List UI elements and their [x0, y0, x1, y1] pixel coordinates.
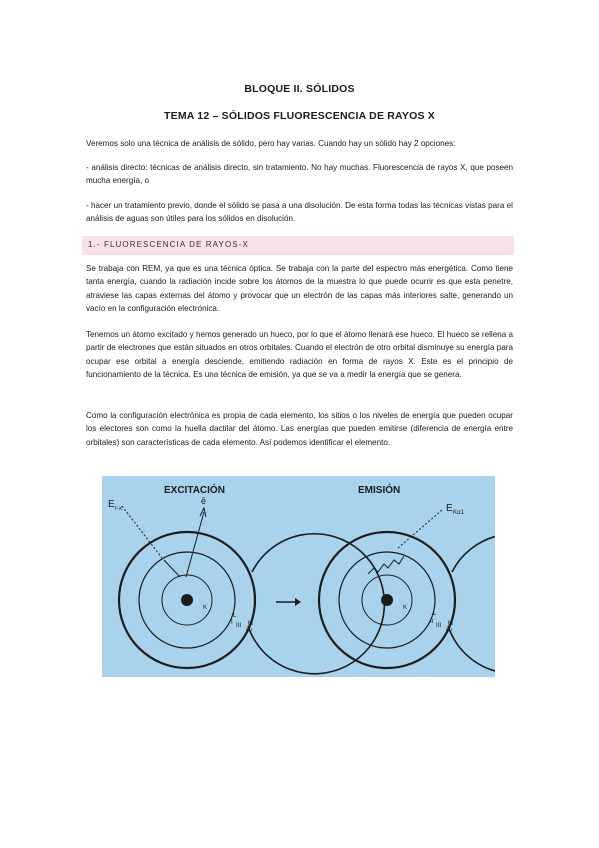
ejected-electron-path [186, 512, 204, 577]
intro-paragraph-1: Veremos solo una técnica de análisis de sólido, pero hay varias. Cuando hay un sólido hay 2 opciones: [86, 139, 456, 148]
section-heading-bar [82, 236, 514, 255]
topic-title: TEMA 12 – SÓLIDOS FLUORESCENCIA DE RAYOS X [164, 110, 435, 122]
right-title: EMISIÓN [358, 485, 401, 496]
left-energy-sub: r-x [115, 506, 122, 512]
left-energy-label: E [108, 499, 115, 510]
left-title: EXCITACIÓN [164, 485, 225, 496]
right-level-iii: III [436, 623, 442, 629]
section-paragraph-3: Como la configuración electrónica es propia de cada elemento, los sitios o los niveles de energía que pueden ocupar los electores son como la huella dactilar del átomo. Las energías que pueden emitirse (diferencia de energía entre orbitales) son características de cada elemento. Así podemos identificar el elemento. [86, 411, 513, 447]
right-energy-sub: Kα1 [453, 510, 464, 516]
xray-fluorescence-figure [102, 476, 495, 677]
left-k-label: K [203, 605, 208, 611]
incident-ray-tail [164, 560, 180, 577]
transition-arrow [276, 598, 301, 606]
right-k-label: K [403, 605, 408, 611]
section-heading: 1.- FLUORESCENCIA DE RAYOS-X [88, 240, 249, 249]
nucleus [181, 594, 193, 606]
right-l-label: L [433, 611, 437, 617]
figure-svg [102, 476, 495, 677]
section-paragraph-1: Se trabaja con REM, ya que es una técnica óptica. Se trabaja con la parte del espectro más energética. Como tiene tanta energía, cuando la radiación incide sobre los átomos de la muestra lo que puede ocurrir es que esta penetre, atraviese las capas externas del átomo y provocar que un electrón de las capas más interiores salte, generando un vacío en la configuración electrónica. [86, 264, 513, 314]
emission-atom [319, 510, 495, 674]
nucleus-right [381, 594, 393, 606]
left-level-iii: III [236, 623, 242, 629]
left-l-label: L [233, 613, 237, 619]
intro-paragraph-2: - análisis directo: técnicas de análisis directo, sin tratamiento. No hay muchas. Fluorescencia de rayos X, que poseen mucha energía, o [86, 163, 513, 186]
left-level-i: I [231, 620, 233, 626]
electron-label: ē [201, 496, 207, 506]
excitation-atom [119, 506, 384, 674]
right-level-range: I-V [446, 628, 453, 634]
section-paragraph-2: Tenemos un átomo excitado y hemos generado un hueco, por lo que el átomo llenará ese hueco. El hueco se rellena a partir de electrones que están situados en otros orbitales. Cuando el electrón de otro orbital disminuye su energía para ocupar ese orbital a energía desciende, emitiendo radiación en forma de rayos X. Este es el principio de funcionamiento de la técnica. Es una técnica de emisión, ya que se va a medir la energía que se genera. [86, 330, 513, 380]
emitted-ray [398, 510, 442, 548]
right-m-label: M [448, 621, 453, 627]
left-level-range: I-V [246, 628, 253, 634]
right-energy-label: E [446, 503, 453, 514]
middle-shell-arc [248, 534, 384, 674]
block-title: BLOQUE II. SÓLIDOS [244, 83, 355, 95]
intro-paragraph-3: - hacer un tratamiento previo, donde el sólido se pasa a una disolución. De esta forma todas las técnicas vistas para el análisis de aguas son útiles para los sólidos en disolución. [86, 201, 513, 224]
left-m-label: M [248, 621, 253, 627]
right-level-ii: II [430, 619, 434, 625]
